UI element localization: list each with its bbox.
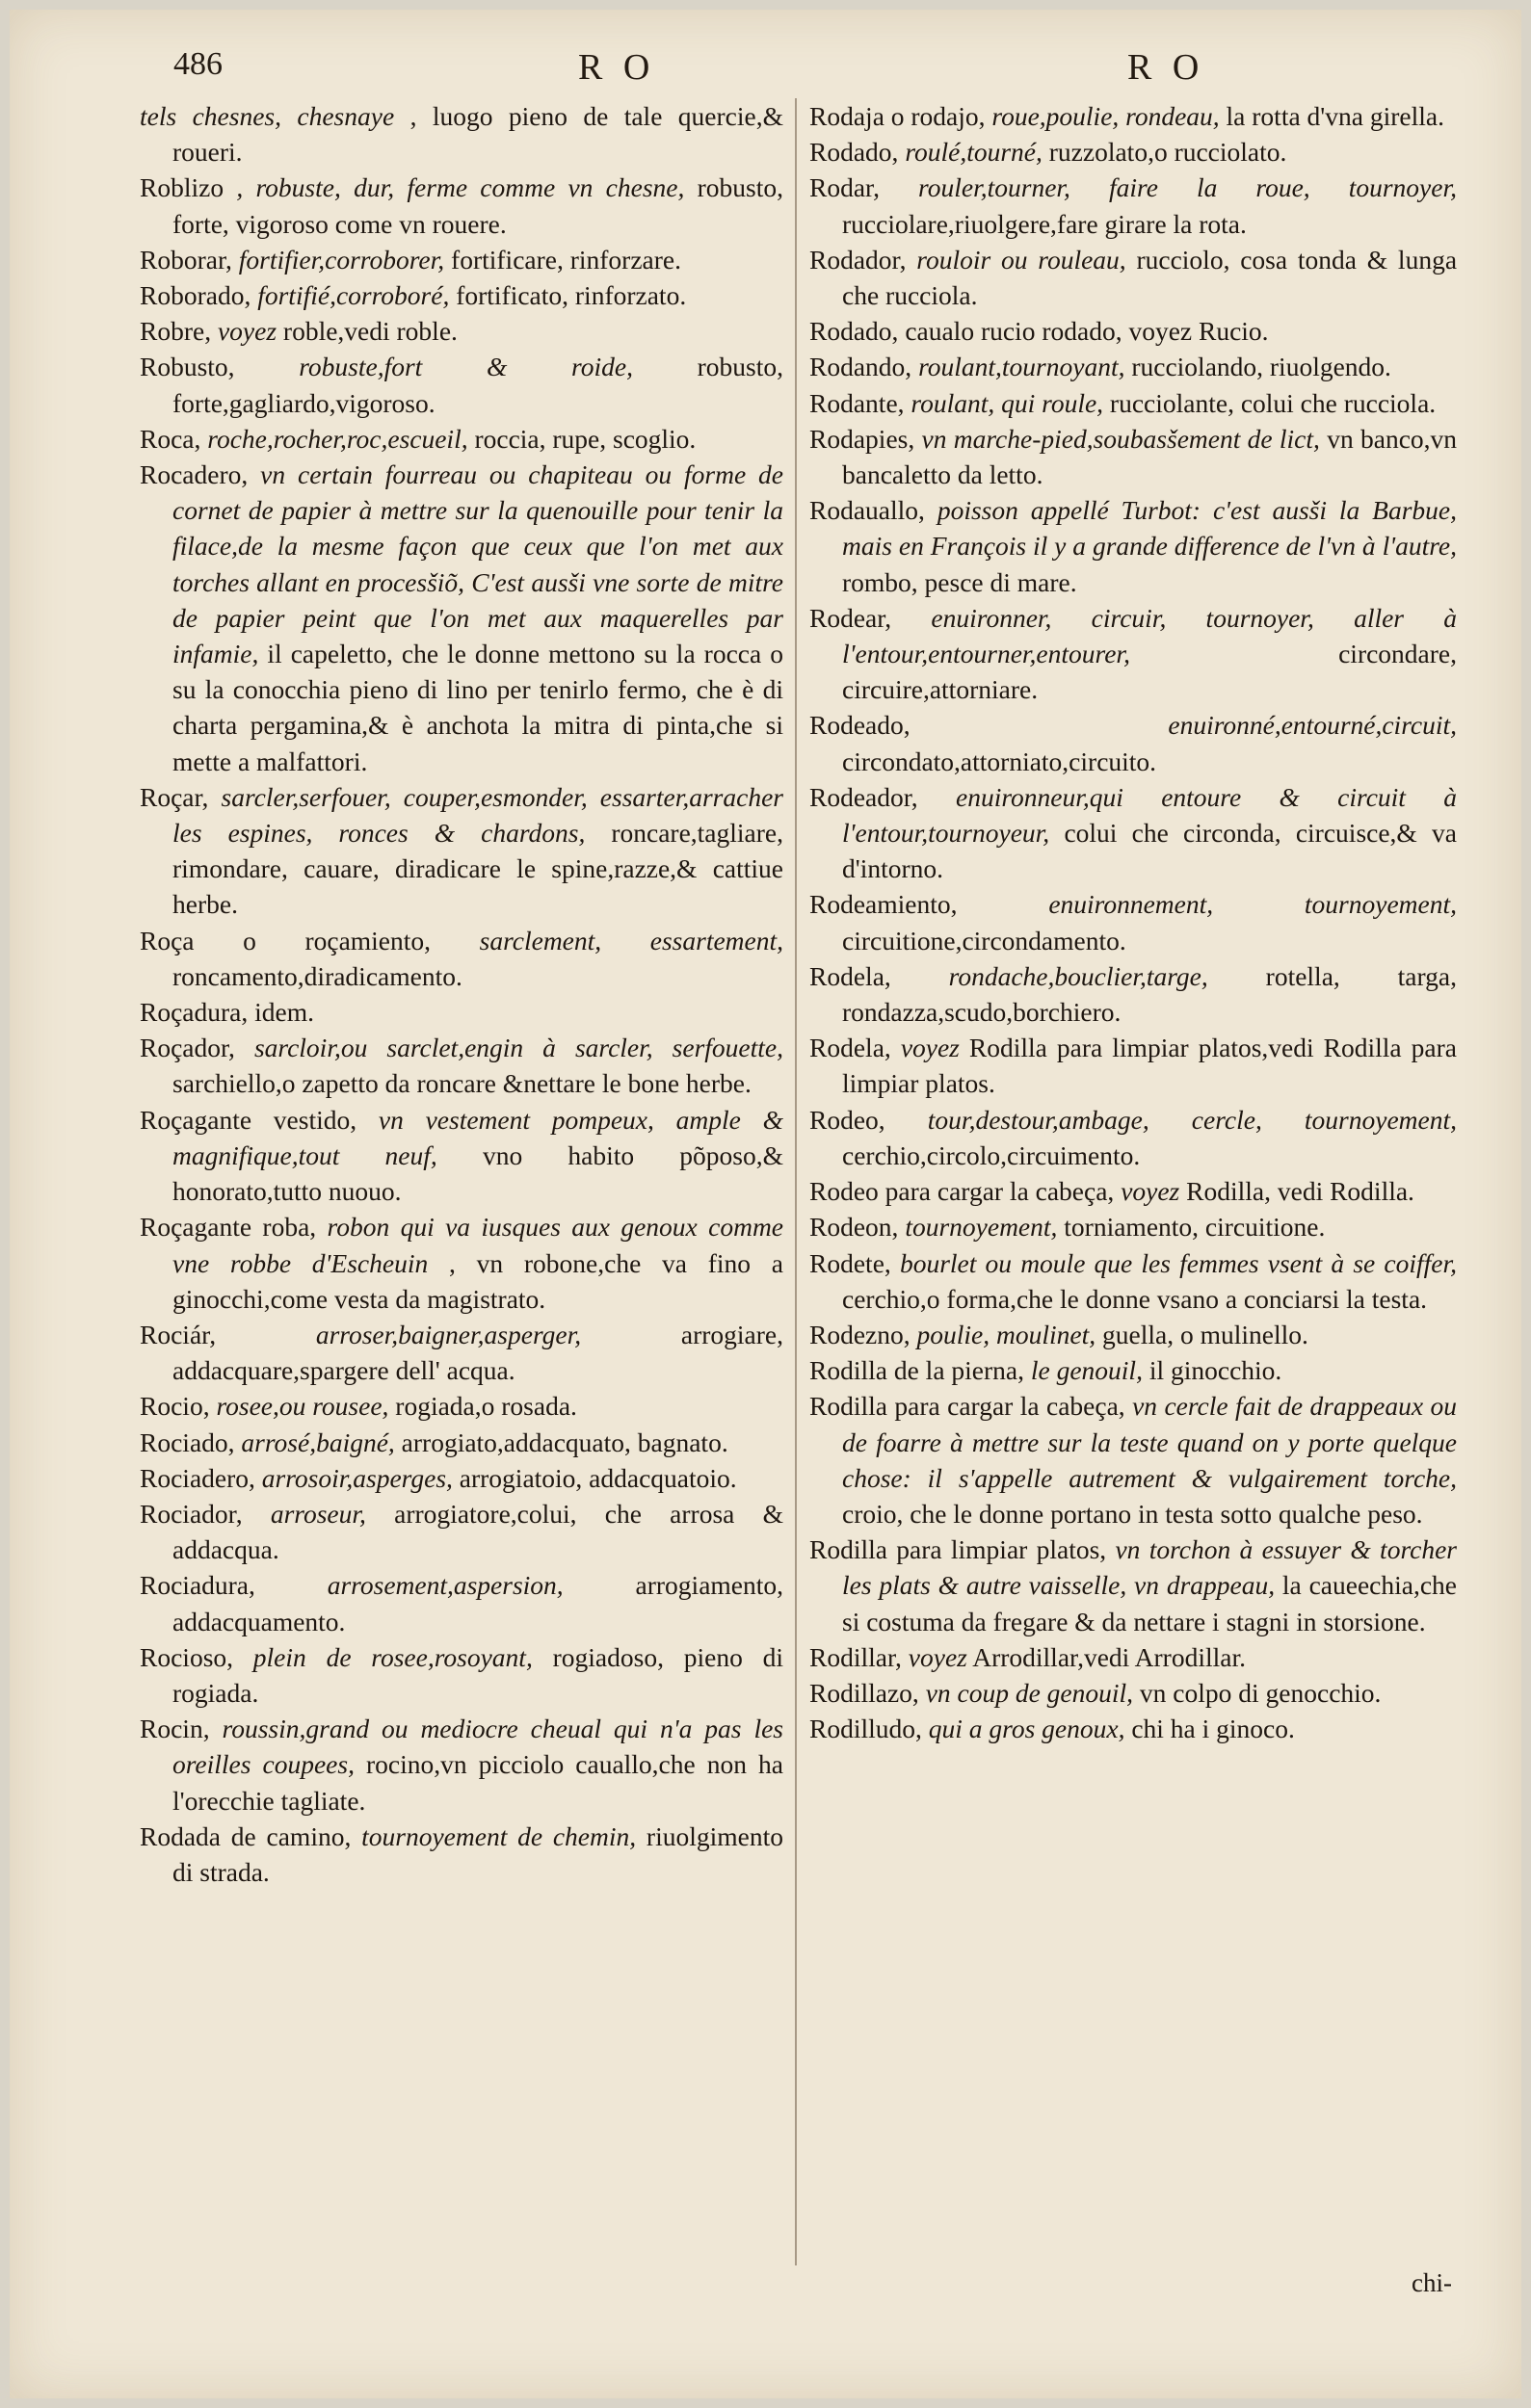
left-column xyxy=(140,98,783,1890)
dictionary-entry xyxy=(809,1639,1457,1675)
entry-headword: Rodillazo, xyxy=(809,1677,919,1708)
entry-headword: Roçagante vestido, xyxy=(140,1104,357,1135)
dictionary-entry xyxy=(140,779,783,923)
dictionary-entry xyxy=(809,98,1457,134)
entry-italian: robusto, forte,gagliardo,vigoroso. xyxy=(172,352,783,418)
dictionary-entry xyxy=(809,421,1457,492)
dictionary-entry xyxy=(140,1460,783,1496)
entry-french: enuironnement, tournoyement, xyxy=(1048,889,1458,920)
entry-french: vn marche-pied,soubasšement de lict, xyxy=(921,423,1320,454)
dictionary-entry xyxy=(140,1030,783,1101)
entry-headword: Rodando, xyxy=(809,352,912,382)
entry-headword: Rocadero, xyxy=(140,459,249,490)
dictionary-entry xyxy=(809,349,1457,384)
entry-italian: la rotta d'vna girella. xyxy=(1226,101,1444,131)
entry-french: rosee,ou rousee, xyxy=(216,1391,389,1422)
entry-headword: Rocioso, xyxy=(140,1641,234,1672)
entry-french: voyez xyxy=(1121,1176,1180,1207)
entry-italian: arrogiare, addacquare,spargere dell' acqua. xyxy=(172,1319,783,1386)
entry-french: enuironneur,qui entoure & circuit à l'entour,tournoyeur, xyxy=(842,781,1458,849)
entry-headword: Rodada de camino, xyxy=(140,1820,352,1851)
dictionary-entry xyxy=(809,1352,1457,1388)
entry-italian: circuitione,circondamento. xyxy=(842,925,1126,955)
entry-italian: roble,vedi roble. xyxy=(282,316,458,347)
dictionary-entry xyxy=(809,1245,1457,1317)
entry-headword: Rodante, xyxy=(809,387,905,418)
entry-italian: rucciolando, riuolgendo. xyxy=(1131,352,1391,382)
entry-french: vn cercle fait de drappeaux ou de foarre à mettre sur la teste quand on y porte quelque chose: il s'appelle autrement & vulgairement torche, xyxy=(842,1391,1458,1493)
entry-french: vn vestement pompeux, ample & magnifique,tout neuf, xyxy=(172,1104,783,1170)
dictionary-entry xyxy=(140,1102,783,1210)
entry-headword: Rodilla de la pierna, xyxy=(809,1355,1024,1386)
dictionary-entry xyxy=(140,277,783,313)
dictionary-entry xyxy=(140,242,783,277)
entry-french: voyez xyxy=(217,316,277,347)
entry-headword: Rodauallo, xyxy=(809,495,925,526)
entry-italian: arrogiamento, addacquamento. xyxy=(172,1570,784,1636)
entry-italian: il capeletto, che le donne mettono su la rocca o su la conocchia pieno di lino per tenirlo fermo, che è di charta pergamina,& è anchota la mitra di pinta,che si mette a malfattori. xyxy=(172,639,783,776)
entry-french: tour,destour,ambage, cercle, tournoyement, xyxy=(927,1104,1457,1135)
entry-italian: caualo rucio rodado, voyez Rucio. xyxy=(905,316,1269,347)
entry-italian: rucciolo, cosa tonda & lunga che rucciola. xyxy=(842,244,1458,311)
entry-headword: Roborado, xyxy=(140,280,251,311)
entry-headword: Rodete, xyxy=(809,1247,891,1278)
entry-french: sarcloir,ou sarclet,engin à sarcler, serfouette, xyxy=(253,1033,783,1063)
dictionary-entry xyxy=(140,1819,783,1890)
entry-french: sarcler,serfouer, couper,esmonder, essarter,arracher les espines, ronces & chardons, xyxy=(172,781,783,849)
entry-french: sarclement, essartement, xyxy=(479,925,783,955)
entry-french: vn certain fourreau ou chapiteau ou forme de cornet de papier à mettre sur la quenouille pour tenir la filace,de la mesme façon que ceux que l'on met aux torches allant en procesšiõ, C'est ausši vne sorte de mitre de papier peint que l'on met aux maquerelles par infamie, xyxy=(172,459,783,669)
entry-french: robuste,fort & roide, xyxy=(299,352,633,382)
entry-headword: Roca, xyxy=(140,423,201,454)
dictionary-entry xyxy=(809,385,1457,421)
entry-italian: cerchio,o forma,che le donne vsano a conciarsi la testa. xyxy=(842,1283,1428,1314)
entry-french: roulé,tourné, xyxy=(905,137,1043,168)
entry-italian: fortificato, rinforzato. xyxy=(456,280,687,311)
entry-french: arroser,baigner,asperger, xyxy=(315,1319,582,1349)
entry-italian: la caueechia,che si costuma da fregare & da nettare i stagni in storsione. xyxy=(842,1570,1457,1636)
entry-italian: vno habito põposo,& honorato,tutto nuouo. xyxy=(172,1139,783,1207)
entry-headword: Rodaja o rodajo, xyxy=(809,101,986,131)
column-divider xyxy=(795,98,797,2265)
dictionary-entry xyxy=(140,349,783,420)
entry-french: fortifié,corroboré, xyxy=(257,280,450,311)
entry-french: plein de rosee,rosoyant, xyxy=(252,1641,533,1672)
entry-italian: , vn robone,che va fino a ginocchi,come vesta da magistrato. xyxy=(172,1247,784,1314)
entry-italian: rucciolare,riuolgere,fare girare la rota. xyxy=(842,208,1247,239)
entry-french: arrosement,aspersion, xyxy=(327,1570,564,1601)
entry-headword: Rocin, xyxy=(140,1714,210,1744)
dictionary-entry xyxy=(809,242,1457,313)
book-page xyxy=(10,10,1521,2398)
entry-italian: roccia, rupe, scoglio. xyxy=(474,423,697,454)
dictionary-entry xyxy=(140,923,783,994)
entry-headword: Rodapies, xyxy=(809,423,915,454)
dictionary-entry xyxy=(140,1425,783,1460)
entry-headword: Rodeado, xyxy=(809,710,911,741)
entry-french: , robuste, dur, ferme comme vn chesne, xyxy=(236,172,685,203)
entry-headword: Rodilla para cargar la cabeça, xyxy=(809,1391,1125,1422)
entry-french: arrosoir,asperges, xyxy=(261,1462,453,1493)
entry-headword: Roçar, xyxy=(140,781,209,812)
page-number: 486 xyxy=(173,46,223,82)
entry-french: fortifier,corroborer, xyxy=(238,244,445,275)
entry-headword: Rodela, xyxy=(809,960,891,991)
dictionary-entry xyxy=(809,170,1457,241)
entry-italian: roncamento,diradicamento. xyxy=(172,960,462,991)
entry-italian: rocino,vn picciolo cauallo,che non ha l'orecchie tagliate. xyxy=(172,1749,783,1816)
entry-italian: Rodilla para limpiar platos,vedi Rodilla para limpiar platos. xyxy=(842,1033,1457,1099)
dictionary-entry xyxy=(809,1388,1457,1531)
entry-italian: roncare,tagliare, rimondare, cauare, diradicare le spine,razze,& cattiue herbe. xyxy=(172,818,783,920)
entry-french: tournoyement de chemin, xyxy=(361,1820,637,1851)
entry-french: robon qui va iusques aux genoux comme vne robbe d'Escheuin xyxy=(172,1212,784,1278)
dictionary-entry xyxy=(809,779,1457,887)
entry-headword: Rodar, xyxy=(809,172,880,203)
dictionary-entry xyxy=(140,1317,783,1388)
entry-italian: Arrodillar,vedi Arrodillar. xyxy=(972,1641,1246,1672)
entry-italian: torniamento, circuitione. xyxy=(1064,1212,1326,1243)
dictionary-entry xyxy=(140,1711,783,1819)
entry-french: roulant, qui roule, xyxy=(911,387,1104,418)
entry-headword: Roçadura, xyxy=(140,997,249,1028)
entry-italian: , luogo pieno de tale quercie,& roueri. xyxy=(172,101,783,168)
dictionary-entry xyxy=(809,134,1457,170)
entry-italian: cerchio,circolo,circuimento. xyxy=(842,1139,1141,1170)
dictionary-entry xyxy=(809,600,1457,708)
entry-headword: Rodeamiento, xyxy=(809,889,958,920)
dictionary-entry xyxy=(140,98,783,170)
entry-french: arrosé,baigné, xyxy=(241,1426,395,1457)
page-header xyxy=(154,40,1484,94)
entry-french: roulant,tournoyant, xyxy=(918,352,1125,382)
entry-italian: guella, o mulinello. xyxy=(1102,1319,1308,1349)
entry-french: voyez xyxy=(900,1033,960,1063)
entry-french: roche,rocher,roc,escueil, xyxy=(207,423,468,454)
entry-french: vn coup de genouil, xyxy=(925,1677,1134,1708)
entry-italian: rotella, targa, rondazza,scudo,borchiero. xyxy=(842,960,1457,1028)
entry-italian: vn colpo di genocchio. xyxy=(1139,1677,1382,1708)
entry-italian: idem. xyxy=(254,997,314,1028)
entry-french: arroseur, xyxy=(270,1498,366,1529)
dictionary-entry xyxy=(809,313,1457,349)
dictionary-entry xyxy=(809,1531,1457,1639)
dictionary-entry xyxy=(809,1030,1457,1101)
entry-italian: ruzzolato,o rucciolato. xyxy=(1048,137,1287,168)
entry-french: poulie, moulinet, xyxy=(916,1319,1096,1349)
entry-french: le genouil, xyxy=(1030,1355,1143,1386)
entry-headword: Rociador, xyxy=(140,1498,243,1529)
dictionary-entry xyxy=(809,492,1457,600)
entry-italian: colui che circonda, circuisce,& va d'intorno. xyxy=(842,818,1458,884)
dictionary-entry xyxy=(140,1567,783,1638)
entry-french: enuironner, circuir, tournoyer, aller à l'entour,entourner,entourer, xyxy=(842,602,1457,669)
dictionary-entry xyxy=(140,421,783,457)
entry-french: roue,poulie, rondeau, xyxy=(991,101,1220,131)
entry-french: voyez xyxy=(908,1641,967,1672)
entry-headword: Rodilludo, xyxy=(809,1714,922,1744)
entry-headword: Roçagante roba, xyxy=(140,1212,317,1243)
dictionary-entry xyxy=(809,1102,1457,1173)
dictionary-entry xyxy=(140,313,783,349)
entry-headword: Rodear, xyxy=(809,602,892,633)
dictionary-entry xyxy=(140,457,783,779)
entry-italian: circondare, circuire,attorniare. xyxy=(842,639,1457,705)
entry-headword: Rociadero, xyxy=(140,1462,255,1493)
entry-italian: sarchiello,o zapetto da roncare &nettare le bone herbe. xyxy=(172,1068,752,1099)
entry-italian: il ginocchio. xyxy=(1148,1355,1282,1386)
entry-headword: Roçador, xyxy=(140,1033,235,1063)
entry-headword: Rodado, xyxy=(809,137,899,168)
entry-headword: Roblizo xyxy=(140,172,224,203)
entry-french: qui a gros genoux, xyxy=(928,1714,1125,1744)
catchword: chi- xyxy=(1412,2268,1452,2297)
entry-french: rondache,bouclier,targe, xyxy=(948,960,1208,991)
entry-french: vn torchon à essuyer & torcher les plats & autre vaisselle, vn drappeau, xyxy=(842,1534,1457,1601)
dictionary-entry xyxy=(140,1496,783,1567)
entry-italian: chi ha i ginoco. xyxy=(1131,1714,1295,1744)
dictionary-entry xyxy=(140,1639,783,1711)
entry-italian: robusto, forte, vigoroso come vn rouere. xyxy=(172,172,783,239)
dictionary-entry xyxy=(809,886,1457,957)
dictionary-entry xyxy=(809,1675,1457,1711)
entry-headword: Rodillar, xyxy=(809,1641,902,1672)
entry-headword: Robusto, xyxy=(140,352,235,382)
entry-italian: rombo, pesce di mare. xyxy=(842,566,1077,597)
dictionary-entry xyxy=(140,994,783,1030)
entry-headword: Roça o roçamiento, xyxy=(140,925,432,955)
entry-headword: Rodela, xyxy=(809,1033,891,1063)
entry-french: enuironné,entourné,circuit, xyxy=(1168,710,1457,741)
right-column xyxy=(809,98,1457,1746)
dictionary-entry xyxy=(809,1173,1457,1209)
entry-headword: Robre, xyxy=(140,316,212,347)
entry-italian: circondato,attorniato,circuito. xyxy=(842,746,1157,776)
entry-italian: croio, che le donne portano in testa sotto qualche peso. xyxy=(842,1498,1423,1529)
entry-italian: Rodilla, vedi Rodilla. xyxy=(1186,1176,1414,1207)
entry-italian: arrogiato,addacquato, bagnato. xyxy=(401,1426,728,1457)
running-head-left: R O xyxy=(578,47,656,88)
entry-headword: Rodezno, xyxy=(809,1319,911,1349)
entry-italian: fortificare, rinforzare. xyxy=(451,244,681,275)
dictionary-entry xyxy=(809,1317,1457,1352)
entry-french: rouloir ou rouleau, xyxy=(916,244,1126,275)
entry-headword: Rodeo, xyxy=(809,1104,885,1135)
dictionary-entry xyxy=(140,1388,783,1424)
entry-french: poisson appellé Turbot: c'est ausši la Barbue, mais en François il y a grande difference de l'vn à l'autre, xyxy=(842,495,1458,562)
entry-italian: arrogiatoio, addacquatoio. xyxy=(459,1462,737,1493)
entry-headword: Rociadura, xyxy=(140,1570,255,1601)
entry-headword: Rodado, xyxy=(809,316,899,347)
entry-headword: Rociár, xyxy=(140,1319,217,1349)
entry-italian: rogiadoso, pieno di rogiada. xyxy=(172,1641,783,1708)
dictionary-entry xyxy=(809,707,1457,778)
entry-french: rouler,tourner, faire la roue, tournoyer, xyxy=(918,172,1457,203)
entry-italian: rucciolante, colui che rucciola. xyxy=(1109,387,1437,418)
dictionary-entry xyxy=(809,1209,1457,1244)
dictionary-entry xyxy=(809,958,1457,1030)
entry-french: roussin,grand ou mediocre cheual qui n'a pas les oreilles coupees, xyxy=(172,1714,783,1780)
entry-french: tournoyement, xyxy=(905,1212,1058,1243)
dictionary-entry xyxy=(140,1209,783,1317)
entry-headword: Rodador, xyxy=(809,244,907,275)
dictionary-entry xyxy=(140,170,783,241)
entry-headword: Rociado, xyxy=(140,1426,235,1457)
entry-headword: Rodeador, xyxy=(809,781,918,812)
entry-headword: Roborar, xyxy=(140,244,232,275)
running-head-right: R O xyxy=(1127,47,1205,88)
entry-french: bourlet ou moule que les femmes vsent à se coiffer, xyxy=(899,1247,1457,1278)
entry-italian: vn banco,vn bancaletto da letto. xyxy=(842,423,1458,490)
entry-headword: Rodilla para limpiar platos, xyxy=(809,1534,1107,1565)
entry-italian: rogiada,o rosada. xyxy=(395,1391,577,1422)
entry-headword: Rocio, xyxy=(140,1391,210,1422)
entry-italian: arrogiatore,colui, che arrosa & addacqua. xyxy=(172,1498,783,1565)
entry-headword: Rodeo para cargar la cabeça, xyxy=(809,1176,1115,1207)
entry-french: tels chesnes, chesnaye xyxy=(140,101,395,131)
entry-headword: Rodeon, xyxy=(809,1212,899,1243)
entry-italian: riuolgimento di strada. xyxy=(172,1820,783,1887)
dictionary-entry xyxy=(809,1711,1457,1746)
